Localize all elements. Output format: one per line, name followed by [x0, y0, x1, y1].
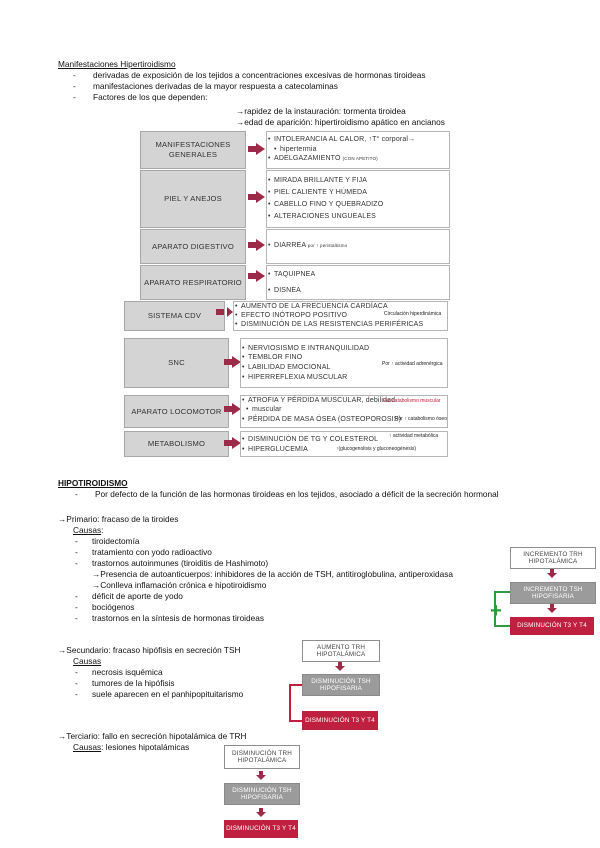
system-locomotor [124, 395, 229, 428]
primary-heading: →Primario: fracaso de la tiroides [58, 514, 179, 524]
connector-line [289, 684, 291, 722]
system-digestive [140, 229, 246, 264]
annotation: Circulación hiperdinámica [384, 311, 442, 317]
system-label: SNC [168, 358, 185, 367]
manifestation-item: • LABILIDAD EMOCIONAL [248, 363, 331, 373]
cause-item: necrosis isquémica [92, 667, 163, 677]
manifestation-item [274, 154, 378, 164]
system-label: MANIFESTACIONES GENERALES [155, 140, 231, 159]
manifestation-box [266, 170, 450, 228]
cause-item: tumores de la hipófisis [92, 678, 175, 688]
flow-box-t3t4: DISMINUCIÓN T3 Y T4 [302, 711, 378, 730]
item-text: ADELGAZAMIENTO [274, 155, 341, 162]
manifestation-item: • HIPERREFLEXIA MUSCULAR [248, 373, 347, 383]
hypo-intro: Por defecto de la función de las hormonas tiroideas en los tejidos, asociado a déficit de la secreción hormonal [95, 489, 499, 499]
manifestation-item: • ALTERACIONES UNGUEALES [274, 212, 376, 222]
flow-box-tsh: INCREMENTO TSH HIPOFISARIA [510, 582, 596, 604]
arrow-icon [256, 270, 265, 282]
cause-item: suele aparecen en el panhipopituitarismo [92, 689, 244, 699]
flow-box-trh: DISMINUCIÓN TRH HIPOTALÁMICA [224, 745, 300, 769]
manifestation-item: • PIEL CALIENTE Y HÚMEDA [274, 188, 367, 198]
system-label: PIEL Y ANEJOS [164, 194, 222, 203]
manifestation-item: • DISMINUCIÓN DE LAS RESISTENCIAS PERIFÉRICAS [241, 320, 423, 330]
system-cdv [124, 301, 225, 331]
factor-1: →rapidez de la instauración: tormenta tiroidea [236, 106, 406, 116]
flow-box-tsh: DISMINUCIÓN TSH HIPOFISARIA [224, 783, 300, 805]
manifestation-item-cont: • muscular [252, 405, 282, 415]
cause-subitem: →Presencia de autoanticuerpos: inhibidores de la acción de TSH, antitiroglobulina, antiperoxidasa [92, 569, 453, 579]
dash: - [75, 547, 78, 557]
manifestation-box [266, 265, 450, 300]
annotation: Por catabolismo muscular [383, 398, 441, 404]
feedback-line [494, 591, 510, 593]
system-metabolism [124, 431, 229, 457]
down-arrow-icon [335, 666, 345, 671]
annotation: (CON APETITO) [342, 156, 378, 161]
connector-line [289, 720, 302, 722]
down-arrow-icon [547, 608, 557, 613]
dash: - [75, 536, 78, 546]
cause-item: déficit de aporte de yodo [92, 591, 183, 601]
dash: - [75, 591, 78, 601]
cause-item: bociógenos [92, 602, 135, 612]
causes-label: Causas [73, 656, 102, 666]
feedback-line [494, 625, 510, 627]
manifestation-item: • ATROFIA Y PÉRDIDA MUSCULAR, debilidad [248, 396, 395, 406]
cause-item: tratamiento con yodo radioactivo [92, 547, 212, 557]
cause-item: tiroidectomía [92, 536, 140, 546]
manifestation-item: • DISNEA [274, 286, 301, 296]
manifestation-item: • CABELLO FINO Y QUEBRADIZO [274, 200, 383, 210]
arrow-icon [256, 143, 265, 155]
manifestation-item: • HIPERGLUCEMIA [248, 445, 308, 455]
flow-box-trh: INCREMENTO TRH HIPOTALÁMICA [510, 547, 596, 569]
secondary-heading: →Secundario: fracaso hipófisis en secreción TSH [58, 645, 241, 655]
system-respiratory [140, 265, 246, 300]
system-label: APARATO RESPIRATORIO [144, 277, 242, 287]
manifestation-item: • AUMENTO DE LA FRECUENCIA CARDÍACA [241, 302, 388, 312]
annotation: Por ↑ catabolismo óseo [395, 416, 447, 422]
factor-2: →edad de aparición: hipertiroidismo apático en ancianos [236, 117, 445, 127]
manifestation-box [266, 131, 450, 169]
system-label: SISTEMA CDV [147, 311, 202, 320]
annotation: ↑(glucogenolisis y gluconeogénesis) [336, 446, 417, 452]
causes-text: : lesiones hipotalámicas [101, 742, 190, 752]
hyper-bullet-1: derivadas de exposición de los tejidos a concentraciones excesivas de hormonas tiroideas [93, 70, 426, 80]
hyper-title: Manifestaciones Hipertiroidismo [58, 59, 176, 69]
hypo-title: HIPOTIROIDISMO [58, 478, 128, 488]
arrow-icon [256, 191, 265, 203]
dash: - [75, 602, 78, 612]
manifestation-item: • INTOLERANCIA AL CALOR, ↑T° corporal→ [274, 135, 415, 145]
manifestation-item: • EFECTO INÓTROPO POSITIVO [241, 311, 347, 321]
down-arrow-icon [547, 573, 557, 578]
flow-box-tsh: DISMINUCIÓN TSH HIPOFISARIA [302, 674, 380, 696]
causes-label: Causas [73, 525, 102, 535]
system-skin [140, 170, 246, 228]
tertiary-causes [73, 742, 189, 753]
dash: - [75, 667, 78, 677]
hyper-bullet-dash: - [73, 70, 76, 80]
manifestation-item: • NERVIOSISMO E INTRANQUILIDAD [248, 344, 369, 354]
system-general [140, 131, 246, 169]
causes-label: Causas [73, 742, 102, 752]
down-arrow-icon [256, 812, 266, 817]
system-label: METABOLISMO [147, 439, 206, 448]
flow-box-t3t4: DISMINUCIÓN T3 Y T4 [510, 617, 594, 635]
hyper-bullet-dash: - [73, 92, 76, 102]
annotation: ↑ actividad metabólica [389, 433, 439, 439]
down-arrow-icon [256, 775, 266, 780]
cause-item: trastornos autoinmunes (tiroiditis de Hashimoto) [92, 558, 269, 568]
dash: - [75, 558, 78, 568]
cause-item: trastornos en la síntesis de hormonas tiroideas [92, 613, 265, 623]
annotation: Por ↑ actividad adrenérgica [382, 361, 443, 367]
manifestation-box [266, 229, 450, 264]
system-label: APARATO DIGESTIVO [152, 241, 234, 251]
hyper-bullet-3: Factores de los que dependen: [93, 92, 208, 102]
manifestation-item-cont: • hipertermia [280, 145, 317, 155]
dash: - [75, 678, 78, 688]
item-text: DIARREA [274, 242, 306, 249]
dash: - [75, 613, 78, 623]
primary-causes: Causas: [73, 525, 104, 535]
manifestation-item: • DISMINUCIÓN DE TG Y COLESTEROL [248, 435, 378, 445]
manifestation-item: • TAQUIPNEA [274, 270, 315, 280]
hypo-dash: - [75, 489, 78, 499]
manifestation-item: • MIRADA BRILLANTE Y FIJA [274, 176, 367, 186]
system-label: APARATO LOCOMOTOR [131, 406, 222, 416]
flow-box-trh: AUMENTO TRH HIPOTALÁMICA [302, 640, 380, 662]
tertiary-heading: →Terciario: fallo en secreción hipotalámica de TRH [58, 731, 247, 741]
manifestation-item: • TEMBLOR FINO [248, 353, 302, 363]
flow-box-t3t4: DISMINUCIÓN T3 Y T4 [224, 820, 298, 838]
manifestation-item: • PÉRDIDA DE MASA ÓSEA (OSTEOPOROSIS) [248, 415, 401, 425]
annotation: por ↑ peristaltismo [307, 243, 348, 248]
arrow-icon [256, 239, 265, 251]
hyper-bullet-dash: - [73, 81, 76, 91]
plus-icon: + [490, 600, 502, 622]
system-snc [124, 338, 229, 388]
manifestation-item [274, 241, 347, 251]
cause-subitem: →Conlleva inflamación crónica e hipotiroidismo [92, 580, 267, 590]
hyper-bullet-2: manifestaciones derivadas de la mayor respuesta a catecolaminas [93, 81, 338, 91]
dash: - [75, 689, 78, 699]
